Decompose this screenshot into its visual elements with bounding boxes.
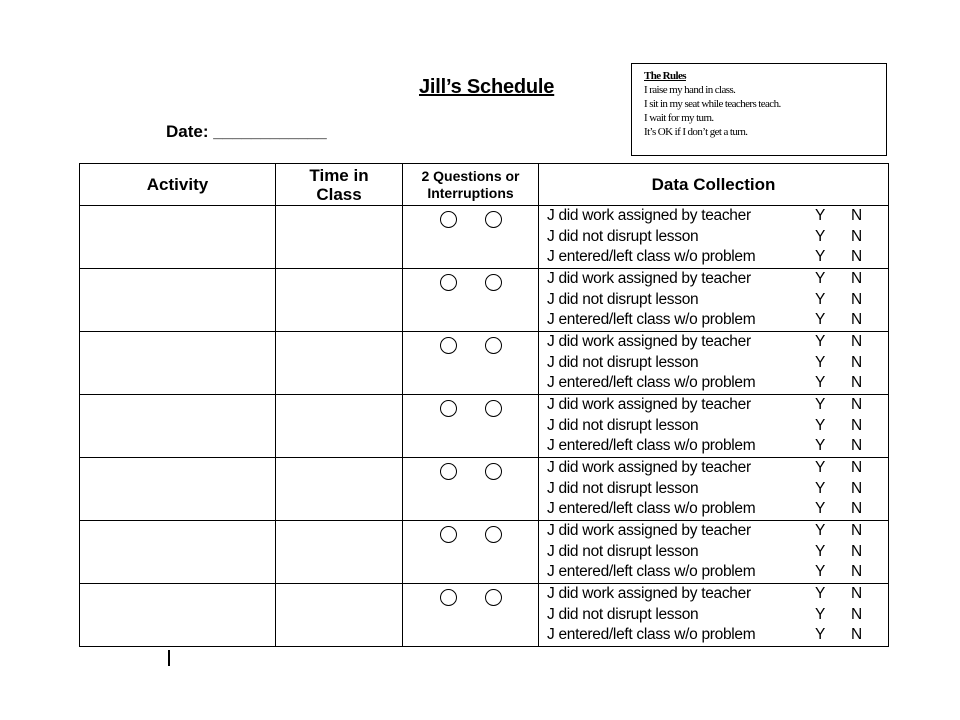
checklist-item-text: J did work assigned by teacher	[547, 396, 751, 413]
page-title: Jill’s Schedule	[419, 76, 555, 98]
checklist-item	[547, 605, 888, 626]
questions-cell	[403, 521, 539, 584]
rule-item: I raise my hand in class.	[644, 84, 736, 96]
checklist-item-text: J did not disrupt lesson	[547, 290, 699, 308]
checklist-item	[547, 458, 888, 479]
question-tokens	[403, 206, 538, 228]
yes-option[interactable]: Y	[815, 248, 826, 265]
column-header-activity: Activity	[80, 164, 276, 206]
yes-option[interactable]: Y	[815, 227, 826, 245]
no-option[interactable]: N	[851, 479, 863, 497]
yes-option[interactable]: Y	[815, 459, 826, 476]
question-tokens	[403, 395, 538, 417]
data-collection-cell	[539, 332, 889, 395]
yes-option[interactable]: Y	[815, 353, 826, 371]
table-row	[80, 584, 889, 647]
checklist-item-text: J entered/left class w/o problem	[547, 374, 756, 391]
no-option[interactable]: N	[851, 353, 863, 371]
activity-cell[interactable]	[80, 332, 276, 395]
checklist-item	[547, 584, 888, 605]
no-option[interactable]: N	[851, 500, 863, 517]
yes-option[interactable]: Y	[815, 374, 826, 391]
column-header-questions	[403, 164, 539, 206]
checklist-item	[547, 310, 888, 331]
time-in-class-cell[interactable]	[276, 332, 403, 395]
checklist-item	[547, 521, 888, 542]
column-header-data-collection: Data Collection	[539, 164, 889, 206]
activity-cell[interactable]	[80, 521, 276, 584]
checklist-item	[547, 353, 888, 374]
no-option[interactable]: N	[851, 585, 863, 602]
question-token-circle-icon[interactable]	[440, 400, 457, 417]
table-row	[80, 332, 889, 395]
checklist-item	[547, 542, 888, 563]
schedule-table	[79, 163, 889, 647]
rule-item: I wait for my turn.	[644, 112, 714, 124]
activity-cell[interactable]	[80, 269, 276, 332]
yes-option[interactable]: Y	[815, 290, 826, 308]
checklist-item-text: J entered/left class w/o problem	[547, 500, 756, 517]
no-option[interactable]: N	[851, 522, 863, 539]
no-option[interactable]: N	[851, 374, 863, 391]
yes-option[interactable]: Y	[815, 437, 826, 454]
yes-option[interactable]: Y	[815, 563, 826, 580]
checklist-item	[547, 562, 888, 583]
question-token-circle-icon[interactable]	[440, 211, 457, 228]
time-in-class-cell[interactable]	[276, 521, 403, 584]
question-token-circle-icon[interactable]	[440, 526, 457, 543]
no-option[interactable]: N	[851, 605, 863, 623]
table-row	[80, 395, 889, 458]
checklist-item-text: J entered/left class w/o problem	[547, 311, 756, 328]
no-option[interactable]: N	[851, 563, 863, 580]
no-option[interactable]: N	[851, 416, 863, 434]
question-tokens	[403, 521, 538, 543]
yes-option[interactable]: Y	[815, 500, 826, 517]
questions-cell	[403, 269, 539, 332]
activity-cell[interactable]	[80, 395, 276, 458]
checklist-item-text: J did not disrupt lesson	[547, 479, 699, 497]
column-header-time-line2: Class	[316, 184, 362, 204]
date-field-label: Date: ____________	[166, 122, 327, 141]
checklist-item-text: J did work assigned by teacher	[547, 333, 751, 350]
question-token-circle-icon[interactable]	[485, 463, 502, 480]
no-option[interactable]: N	[851, 207, 863, 224]
time-in-class-cell[interactable]	[276, 269, 403, 332]
question-tokens	[403, 458, 538, 480]
questions-cell	[403, 206, 539, 269]
checklist-item-text: J did not disrupt lesson	[547, 605, 699, 623]
yes-option[interactable]: Y	[815, 542, 826, 560]
no-option[interactable]: N	[851, 437, 863, 454]
no-option[interactable]: N	[851, 459, 863, 476]
checklist-item	[547, 373, 888, 394]
time-in-class-cell[interactable]	[276, 206, 403, 269]
no-option[interactable]: N	[851, 626, 863, 643]
table-row	[80, 458, 889, 521]
activity-cell[interactable]	[80, 584, 276, 647]
rule-item: I sit in my seat while teachers teach.	[644, 98, 781, 110]
question-token-circle-icon[interactable]	[485, 337, 502, 354]
table-row	[80, 521, 889, 584]
data-collection-cell	[539, 269, 889, 332]
checklist-item	[547, 290, 888, 311]
checklist-item	[547, 625, 888, 646]
no-option[interactable]: N	[851, 248, 863, 265]
column-header-questions-line2: Interruptions	[427, 184, 514, 201]
no-option[interactable]: N	[851, 227, 863, 245]
yes-option[interactable]: Y	[815, 416, 826, 434]
checklist-item	[547, 247, 888, 268]
no-option[interactable]: N	[851, 396, 863, 413]
no-option[interactable]: N	[851, 311, 863, 328]
question-tokens	[403, 584, 538, 606]
activity-cell[interactable]	[80, 458, 276, 521]
checklist-item	[547, 436, 888, 457]
rules-title: The Rules	[644, 70, 686, 82]
checklist-item-text: J did work assigned by teacher	[547, 522, 751, 539]
checklist-item	[547, 332, 888, 353]
column-header-time-in-class	[276, 164, 403, 206]
yes-option[interactable]: Y	[815, 207, 826, 224]
question-tokens	[403, 332, 538, 354]
table-row	[80, 206, 889, 269]
checklist-item	[547, 227, 888, 248]
yes-option[interactable]: Y	[815, 626, 826, 643]
time-in-class-cell[interactable]	[276, 584, 403, 647]
checklist-item-text: J did not disrupt lesson	[547, 353, 699, 371]
checklist-item-text: J entered/left class w/o problem	[547, 437, 756, 454]
no-option[interactable]: N	[851, 290, 863, 308]
questions-cell	[403, 584, 539, 647]
question-token-circle-icon[interactable]	[485, 211, 502, 228]
column-header-time-line1: Time in	[309, 165, 369, 185]
checklist-item	[547, 395, 888, 416]
data-collection-cell	[539, 521, 889, 584]
questions-cell	[403, 395, 539, 458]
data-collection-cell	[539, 584, 889, 647]
checklist-item-text: J did not disrupt lesson	[547, 542, 699, 560]
no-option[interactable]: N	[851, 333, 863, 350]
time-in-class-cell[interactable]	[276, 395, 403, 458]
checklist-item-text: J did not disrupt lesson	[547, 227, 699, 245]
checklist-item	[547, 269, 888, 290]
checklist-item-text: J did work assigned by teacher	[547, 207, 751, 224]
yes-option[interactable]: Y	[815, 605, 826, 623]
question-token-circle-icon[interactable]	[485, 400, 502, 417]
questions-cell	[403, 332, 539, 395]
questions-cell	[403, 458, 539, 521]
checklist-item-text: J did not disrupt lesson	[547, 416, 699, 434]
yes-option[interactable]: Y	[815, 333, 826, 350]
text-cursor	[168, 650, 170, 666]
rule-item: It’s OK if I don’t get a turn.	[644, 126, 748, 138]
table-row	[80, 269, 889, 332]
data-collection-cell	[539, 206, 889, 269]
checklist-item	[547, 416, 888, 437]
checklist-item-text: J entered/left class w/o problem	[547, 626, 756, 643]
no-option[interactable]: N	[851, 542, 863, 560]
column-header-questions-line1: 2 Questions or	[421, 167, 520, 184]
yes-option[interactable]: Y	[815, 522, 826, 539]
question-token-circle-icon[interactable]	[440, 337, 457, 354]
yes-option[interactable]: Y	[815, 396, 826, 413]
question-tokens	[403, 269, 538, 291]
question-token-circle-icon[interactable]	[440, 274, 457, 291]
activity-cell[interactable]	[80, 206, 276, 269]
checklist-item	[547, 499, 888, 520]
question-token-circle-icon[interactable]	[485, 274, 502, 291]
data-collection-cell	[539, 458, 889, 521]
data-collection-cell	[539, 395, 889, 458]
checklist-item-text: J entered/left class w/o problem	[547, 248, 756, 265]
checklist-item-text: J did work assigned by teacher	[547, 585, 751, 602]
checklist-item	[547, 479, 888, 500]
question-token-circle-icon[interactable]	[485, 589, 502, 606]
yes-option[interactable]: Y	[815, 585, 826, 602]
checklist-item	[547, 206, 888, 227]
checklist-item-text: J did work assigned by teacher	[547, 270, 751, 287]
yes-option[interactable]: Y	[815, 479, 826, 497]
checklist-item-text: J did work assigned by teacher	[547, 459, 751, 476]
question-token-circle-icon[interactable]	[440, 463, 457, 480]
question-token-circle-icon[interactable]	[440, 589, 457, 606]
no-option[interactable]: N	[851, 270, 863, 287]
checklist-item-text: J entered/left class w/o problem	[547, 563, 756, 580]
yes-option[interactable]: Y	[815, 311, 826, 328]
table-header-row	[80, 164, 889, 206]
rules-box	[631, 63, 887, 156]
question-token-circle-icon[interactable]	[485, 526, 502, 543]
time-in-class-cell[interactable]	[276, 458, 403, 521]
yes-option[interactable]: Y	[815, 270, 826, 287]
